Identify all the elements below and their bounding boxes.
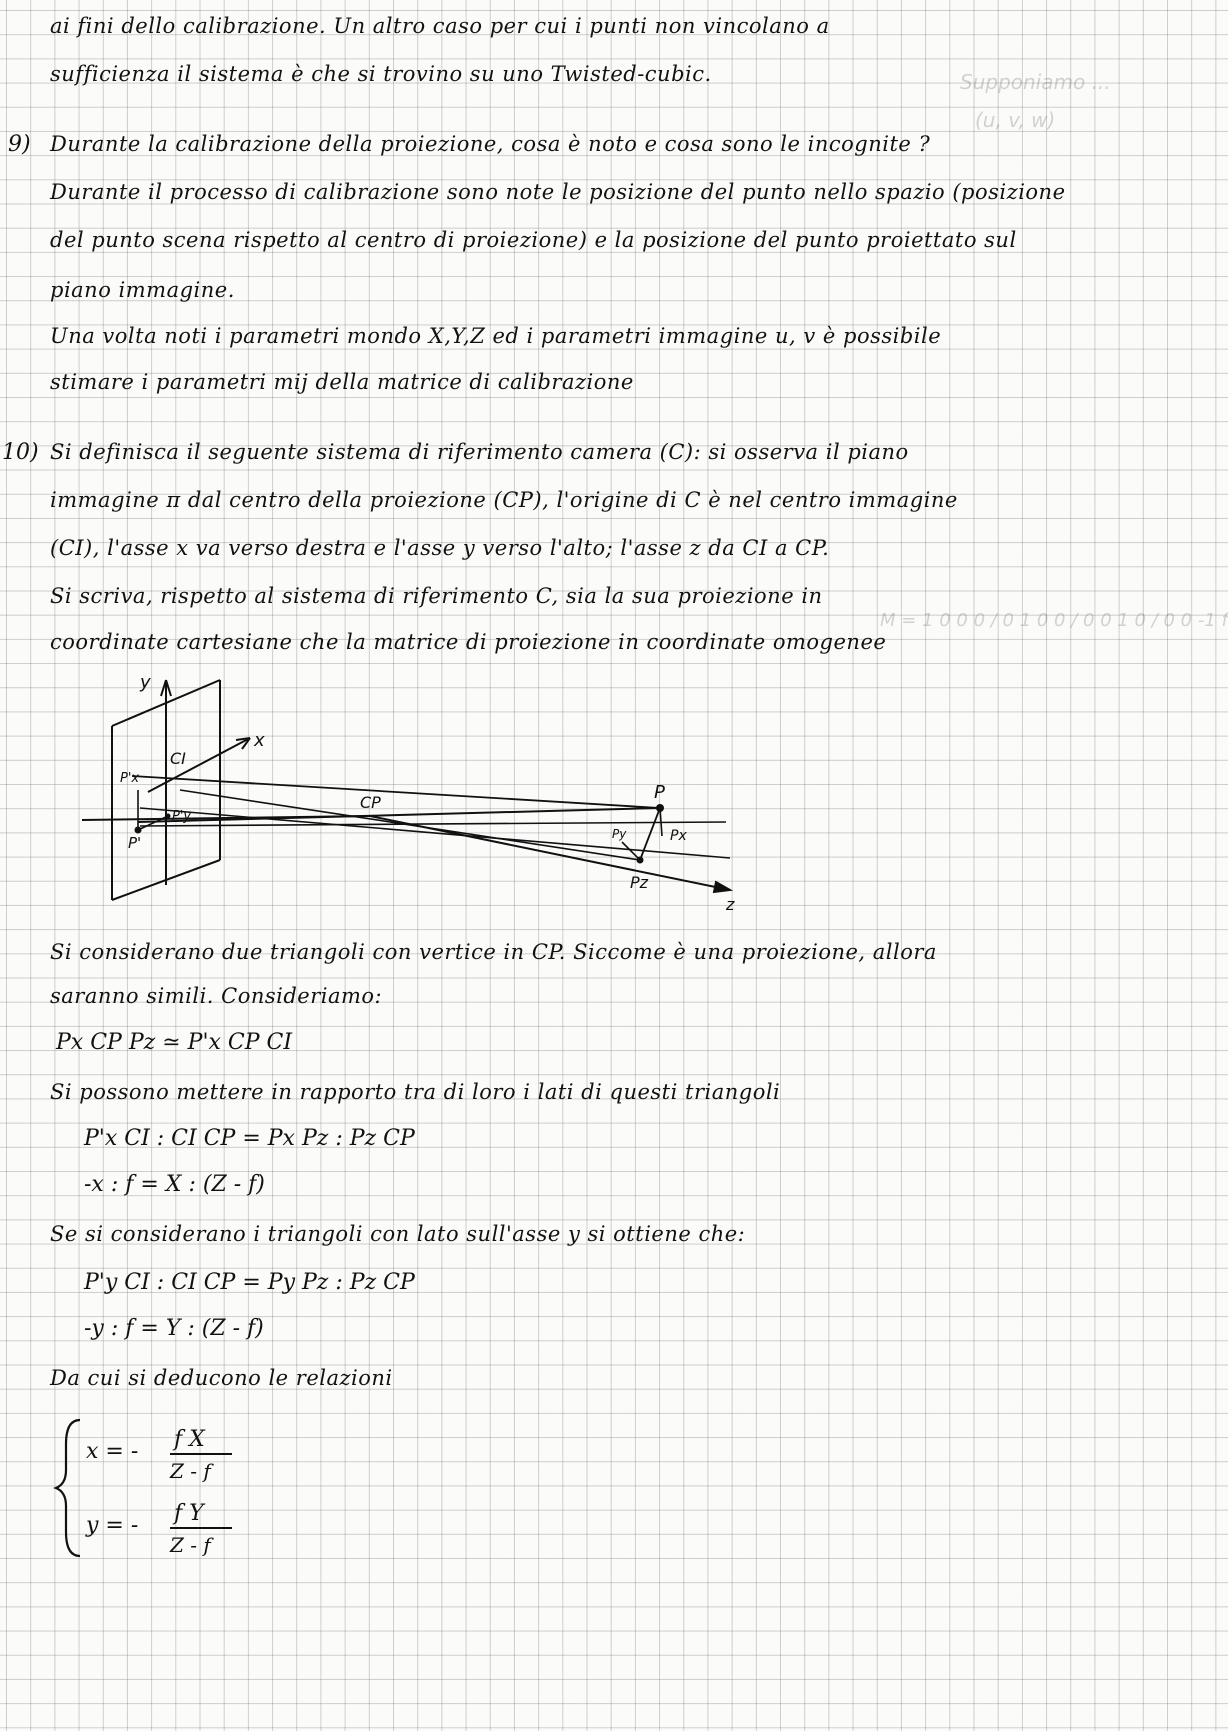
question-9-number: 9) [8, 132, 31, 157]
equation-y: -y : f = Y : (Z - f) [84, 1316, 264, 1341]
question-10-number: 10) [2, 440, 39, 465]
label-px-prime: P'x [120, 771, 140, 786]
label-z-axis: z [726, 895, 735, 914]
system-y-numerator: f Y [174, 1501, 204, 1526]
system-x-numerator: f X [174, 1427, 205, 1452]
label-ci: CI [170, 749, 186, 768]
answer-9-line-3: piano immagine. [50, 278, 235, 302]
bleed-through-text-2: (u, v, w) [975, 108, 1056, 132]
bleed-through-text-1: Supponiamo ... [960, 70, 1111, 94]
question-10-line-3: (CI), l'asse x va verso destra e l'asse y verso l'alto; l'asse z da CI a CP. [50, 536, 830, 560]
label-y-axis: y [140, 672, 151, 693]
system-x-lhs: x = - [86, 1439, 139, 1464]
system-brace [56, 1420, 80, 1556]
question-10-line-1: Si definisca il seguente sistema di riferimento camera (C): si osserva il piano [50, 440, 909, 464]
answer-9-line-1: Durante il processo di calibrazione sono note le posizione del punto nello spazio (posizione [50, 180, 1066, 204]
y-intro: Se si considerano i triangoli con lato sull'asse y si ottiene che: [50, 1222, 746, 1246]
system-x-denominator: Z - f [170, 1459, 211, 1483]
answer-9-line-4: Una volta noti i parametri mondo X,Y,Z ed i parametri immagine u, v è possibile [50, 324, 942, 348]
label-pz: Pz [630, 873, 649, 892]
question-10-line-2: immagine π dal centro della proiezione (CP), l'origine di C è nel centro immagine [50, 488, 958, 512]
answer-9-line-2: del punto scena rispetto al centro di proiezione) e la posizione del punto proiettato sul [50, 228, 1017, 252]
label-p-prime: P' [128, 834, 142, 852]
solution-line-1: Si considerano due triangoli con vertice in CP. Siccome è una proiezione, allora [50, 940, 937, 964]
question-10-line-4: Si scriva, rispetto al sistema di riferimento C, sia la sua proiezione in [50, 584, 823, 608]
question-9-text: Durante la calibrazione della proiezione, cosa è noto e cosa sono le incognite ? [50, 132, 931, 156]
label-p: P [654, 782, 665, 803]
label-x-axis: x [254, 730, 265, 751]
ratio-y: P'y CI : CI CP = Py Pz : Pz CP [84, 1270, 415, 1295]
label-py-prime: P'y [172, 809, 192, 824]
label-cp: CP [360, 793, 381, 812]
ratio-intro: Si possono mettere in rapporto tra di loro i lati di questi triangoli [50, 1080, 781, 1104]
triangle-similarity: Px CP Pz ≃ P'x CP CI [56, 1030, 293, 1055]
label-py: Py [612, 827, 627, 841]
deduce-line: Da cui si deducono le relazioni [50, 1366, 393, 1390]
answer-9-line-5: stimare i parametri mij della matrice di calibrazione [50, 370, 634, 394]
prev-line-2: sufficienza il sistema è che si trovino su uno Twisted-cubic. [50, 62, 712, 86]
system-y-lhs: y = - [86, 1513, 139, 1538]
solution-line-2: saranno simili. Consideriamo: [50, 984, 383, 1008]
prev-line-1: ai fini dello calibrazione. Un altro caso per cui i punti non vincolano a [50, 14, 830, 38]
label-px: Px [670, 828, 687, 844]
system-y-denominator: Z - f [170, 1533, 211, 1557]
ratio-x: P'x CI : CI CP = Px Pz : Pz CP [84, 1126, 415, 1151]
question-10-line-5: coordinate cartesiane che la matrice di proiezione in coordinate omogenee [50, 630, 887, 654]
bleed-through-matrix: M = 1 0 0 0 / 0 1 0 0 / 0 0 1 0 / 0 0 -1 f [880, 610, 1228, 631]
equation-x: -x : f = X : (Z - f) [84, 1172, 265, 1197]
